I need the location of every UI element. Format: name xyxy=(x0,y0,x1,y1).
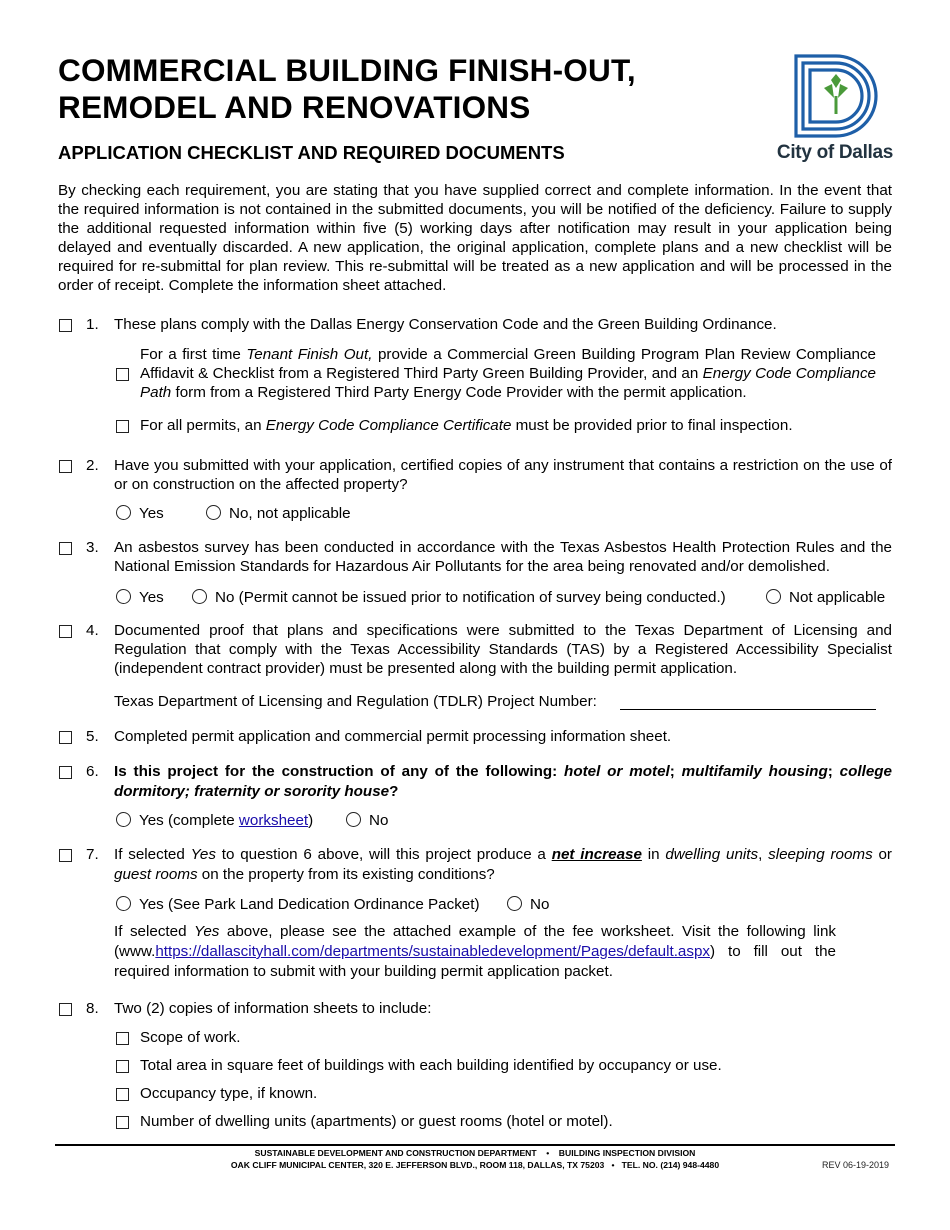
item-text: Two (2) copies of information sheets to include: xyxy=(114,1000,432,1017)
item-number: 8. xyxy=(86,1000,99,1017)
radio-option-yes[interactable]: Yes xyxy=(116,504,164,523)
checkbox[interactable] xyxy=(59,319,72,332)
dallas-sustainable-development-link[interactable]: https://dallascityhall.com/departments/sustainabledevelopment/Pages/default.aspx xyxy=(155,943,711,960)
item-number: 6. xyxy=(86,763,99,780)
radio-icon[interactable] xyxy=(116,812,131,827)
radio-option-no[interactable]: No xyxy=(507,895,549,914)
subitem-text: Scope of work. xyxy=(140,1029,241,1046)
city-of-dallas-logo-icon xyxy=(794,54,878,138)
checkbox[interactable] xyxy=(59,766,72,779)
subitem-text: Occupancy type, if known. xyxy=(140,1085,318,1102)
item-number: 2. xyxy=(86,457,99,474)
item-text: Is this project for the construction of any of the following: hotel or motel; multifamily housing; college dormitory; fraternity or sorority house? xyxy=(114,763,893,800)
footer-line-2: OAK CLIFF MUNICIPAL CENTER, 320 E. JEFFERSON BLVD., ROOM 118, DALLAS, TX 75203 • TEL. NO. (214) 948-4480 xyxy=(230,1160,720,1170)
radio-option-yes[interactable]: Yes xyxy=(116,588,164,607)
checkbox[interactable] xyxy=(59,1003,72,1016)
tdlr-project-number-field[interactable] xyxy=(620,709,876,710)
radio-icon[interactable] xyxy=(192,589,207,604)
item-text: An asbestos survey has been conducted in accordance with the Texas Asbestos Health Protection Rules and the National Emission Standards for Hazardous Air Pollutants for the area being renovated and/or demolished. xyxy=(114,539,892,575)
checkbox[interactable] xyxy=(116,368,129,381)
checkbox[interactable] xyxy=(116,1032,129,1045)
radio-icon[interactable] xyxy=(116,896,131,911)
footer xyxy=(160,1147,790,1171)
worksheet-link[interactable]: worksheet xyxy=(238,812,309,829)
intro-paragraph: By checking each requirement, you are stating that you have supplied correct and complete information. In the event that the required information is not contained in the submitted documents, you will be notified of the deficiency. Failure to supply the additional requested information within five (5) working days after notification may result in your application being delayed and eventually discarded. A new application, the original application, complete plans and a new checklist will be required for re-submittal for plan review. This re-submittal will be treated as a new application and will be processed in the order of receipt. Complete the information sheet attached. xyxy=(58,182,892,294)
checkbox[interactable] xyxy=(59,731,72,744)
radio-option-yes[interactable]: Yes (complete worksheet) xyxy=(116,811,313,830)
radio-option-yes[interactable]: Yes (See Park Land Dedication Ordinance Packet) xyxy=(116,895,480,914)
logo-text: City of Dallas xyxy=(776,142,894,163)
checkbox[interactable] xyxy=(59,542,72,555)
item-7-note: If selected Yes above, please see the attached example of the fee worksheet. Visit the following link (www.https://dallascityhall.com/departments/sustainabledevelopment/Pages/default.aspx) to fill out the required information to submit with your building permit application packet. xyxy=(114,923,836,980)
checkbox[interactable] xyxy=(116,420,129,433)
item-text: Completed permit application and commercial permit processing information sheet. xyxy=(114,728,672,745)
checkbox[interactable] xyxy=(59,460,72,473)
checkbox[interactable] xyxy=(116,1088,129,1101)
radio-option-no[interactable]: No xyxy=(346,811,388,830)
title-line-2: REMODEL AND RENOVATIONS xyxy=(58,89,531,125)
page-subtitle: APPLICATION CHECKLIST AND REQUIRED DOCUMENTS xyxy=(58,142,565,163)
radio-option-not-applicable[interactable]: Not applicable xyxy=(766,588,885,607)
radio-icon[interactable] xyxy=(346,812,361,827)
item-number: 4. xyxy=(86,622,99,639)
item-text: Documented proof that plans and specifications were submitted to the Texas Department of Licensing and Regulation that comply with the Texas Accessibility Standards (TAS) by a Registered Accessibility Specialist (independent contract provider) must be presented along with the building permit application. xyxy=(114,622,892,677)
footer-divider xyxy=(55,1144,895,1146)
subitem-text: Total area in square feet of buildings with each building identified by occupancy or use. xyxy=(140,1057,722,1074)
item-text: These plans comply with the Dallas Energy Conservation Code and the Green Building Ordinance. xyxy=(114,316,777,333)
subitem-text: For all permits, an Energy Code Compliance Certificate must be provided prior to final inspection. xyxy=(140,417,793,434)
checkbox[interactable] xyxy=(59,625,72,638)
radio-option-no[interactable]: No, not applicable xyxy=(206,504,351,523)
radio-option-no[interactable]: No (Permit cannot be issued prior to notification of survey being conducted.) xyxy=(192,588,726,607)
subitem-text: For a first time Tenant Finish Out, provide a Commercial Green Building Program Plan Review Compliance Affidavit & Checklist from a Registered Third Party Green Building Provider, and an Energy Code Compliance Path form from a Registered Third Party Energy Code Provider with the permit application. xyxy=(140,346,877,401)
revision-label: REV 06-19-2019 xyxy=(822,1160,890,1170)
checkbox[interactable] xyxy=(59,849,72,862)
radio-icon[interactable] xyxy=(116,505,131,520)
radio-icon[interactable] xyxy=(766,589,781,604)
item-number: 1. xyxy=(86,316,99,333)
item-number: 5. xyxy=(86,728,99,745)
radio-icon[interactable] xyxy=(507,896,522,911)
checkbox[interactable] xyxy=(116,1060,129,1073)
footer-line-1: SUSTAINABLE DEVELOPMENT AND CONSTRUCTION DEPARTMENT • BUILDING INSPECTION DIVISION xyxy=(254,1148,696,1158)
tdlr-field-label: Texas Department of Licensing and Regulation (TDLR) Project Number: xyxy=(114,693,597,710)
title-line-1: COMMERCIAL BUILDING FINISH-OUT, xyxy=(58,52,636,88)
subitem-text: Number of dwelling units (apartments) or guest rooms (hotel or motel). xyxy=(140,1113,613,1130)
item-text: Have you submitted with your application, certified copies of any instrument that contains a restriction on the use of or on construction on the affected property? xyxy=(114,457,892,493)
checkbox[interactable] xyxy=(116,1116,129,1129)
radio-icon[interactable] xyxy=(116,589,131,604)
item-text: If selected Yes to question 6 above, will this project produce a net increase in dwelling units, sleeping rooms or guest rooms on the property from its existing conditions? xyxy=(114,846,892,883)
item-number: 7. xyxy=(86,846,99,863)
page-title xyxy=(58,52,636,126)
item-number: 3. xyxy=(86,539,99,556)
radio-icon[interactable] xyxy=(206,505,221,520)
